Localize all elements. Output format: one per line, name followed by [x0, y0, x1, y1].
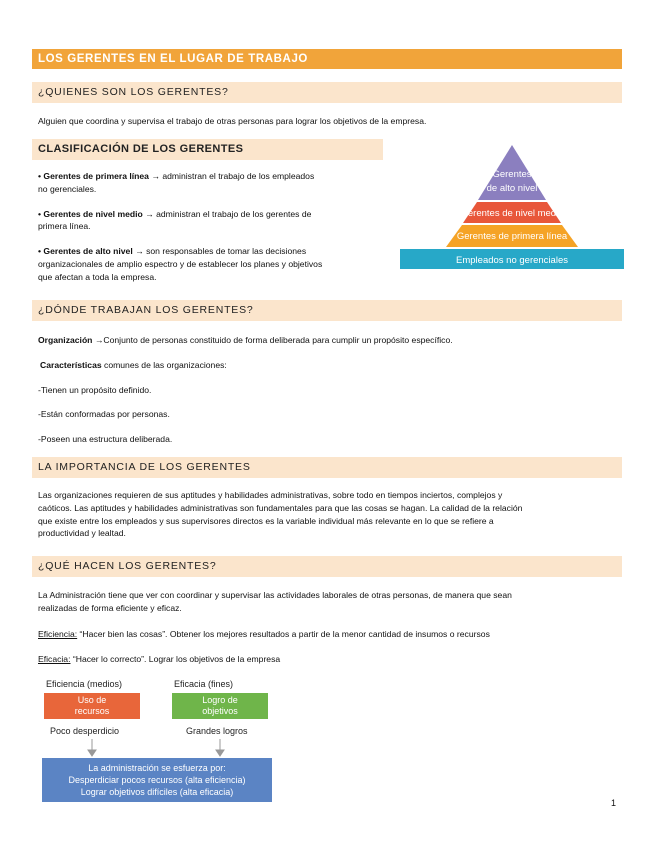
section-heading-text: ¿DÓNDE TRABAJAN LOS GERENTES?: [38, 304, 254, 316]
item-text: administran el trabajo de los gerentes de: [156, 208, 312, 219]
section-heading-text: CLASIFICACIÓN DE LOS GERENTES: [38, 143, 244, 155]
que-hacen-paragraph: [38, 589, 628, 615]
caracteristica-item: -Están conformadas por personas.: [38, 409, 170, 419]
item-text: que afectan a toda la empresa.: [38, 271, 157, 282]
definition-text: “Hacer lo correcto”. Lograr los objetivos de la empresa: [70, 654, 281, 664]
arrow-icon: →: [151, 171, 160, 181]
bullet: •: [38, 171, 42, 181]
figure-col1-sub: Poco desperdicio: [50, 726, 120, 736]
box-label: objetivos: [202, 706, 238, 716]
main-title-bar: [32, 49, 622, 69]
pyramid-mid-label: Gerentes de nivel medio: [460, 208, 564, 219]
figure-bottom-box: [42, 758, 272, 802]
figure-arrows: [38, 738, 276, 758]
item-text: no gerenciales.: [38, 183, 97, 194]
paragraph-line: productividad y lealtad.: [38, 528, 126, 539]
section-heading-donde: [32, 300, 622, 321]
box-label: Logro de: [202, 695, 238, 705]
caracteristica-item: -Poseen una estructura deliberada.: [38, 434, 173, 444]
figure-col2-sub: Grandes logros: [186, 726, 248, 736]
section-heading-que-hacen: [32, 556, 622, 577]
paragraph-line: Las organizaciones requieren de sus aptitudes y habilidades administrativas, sobre todo en tiempos inciertos, complejos y: [38, 490, 503, 500]
arrow-icon: →: [94, 335, 104, 345]
definition-text: “Hacer bien las cosas”. Obtener los mejores resultados a partir de la menor cantidad de insumos o recursos: [77, 629, 490, 639]
arrow-icon: →: [145, 208, 154, 219]
pyramid-top-label-1: Gerentes: [492, 169, 532, 180]
classification-item: [38, 208, 383, 234]
importancia-paragraph: [38, 489, 628, 540]
item-text: son responsables de tomar las decisiones: [146, 246, 307, 257]
item-text: administran el trabajo de los empleados: [162, 171, 315, 181]
item-text: organizacionales de amplio espectro y de establecer los planes y objetivos: [38, 258, 323, 269]
section-heading-quienes: [32, 82, 622, 103]
figure-box-objectives: [172, 693, 268, 719]
term: Características: [40, 360, 102, 370]
bullet: •: [38, 208, 42, 219]
caracteristica-item: -Tienen un propósito definido.: [38, 385, 152, 395]
bullet: •: [38, 246, 42, 257]
paragraph-line: que existe entre los empleados y sus supervisores directos es la variable individual más relevante en lo que se refiere a: [38, 515, 494, 526]
classification-item: [38, 170, 383, 196]
classification-item: [38, 245, 383, 283]
bottom-label: Lograr objetivos difíciles (alta eficacia): [80, 787, 234, 797]
bottom-label: Desperdiciar pocos recursos (alta eficiencia): [68, 775, 246, 785]
paragraph-line: La Administración tiene que ver con coordinar y supervisar las actividades laborales de otras personas, de manera que sean: [38, 590, 512, 600]
item-term: Gerentes de nivel medio: [43, 208, 143, 219]
pyramid-base-label: Empleados no gerenciales: [456, 255, 568, 266]
item-text: primera línea.: [38, 221, 91, 232]
eficiencia-definition: [38, 628, 490, 641]
box-label: Uso de: [77, 695, 107, 705]
term: Eficacia:: [38, 654, 71, 664]
page-number: 1: [611, 798, 617, 808]
manager-pyramid: [398, 143, 626, 273]
pyramid-low-label: Gerentes de primera línea: [456, 231, 568, 242]
item-term: Gerentes de primera línea: [43, 171, 149, 181]
figure-col1-title: Eficiencia (medios): [46, 679, 123, 689]
intro-text: comunes de las organizaciones:: [101, 360, 227, 370]
pyramid-top-label-2: de alto nivel: [486, 183, 538, 194]
eficacia-definition: [38, 653, 280, 666]
paragraph-line: realizadas de forma eficiente y eficaz.: [38, 602, 182, 613]
term: Organización: [38, 335, 93, 345]
organizacion-definition: [38, 334, 453, 347]
efficiency-effectiveness-figure: [38, 676, 276, 804]
figure-col2-title: Eficacia (fines): [174, 679, 234, 689]
section-heading-text: ¿QUÉ HACEN LOS GERENTES?: [38, 560, 217, 572]
sec1-text: Alguien que coordina y supervisa el trabajo de otras personas para lograr los objetivos de la empresa.: [38, 116, 427, 126]
caracteristicas-intro: [40, 359, 227, 372]
item-term: Gerentes de alto nivel: [43, 246, 133, 257]
term: Eficiencia:: [38, 629, 78, 639]
down-arrow-icon: [216, 739, 224, 756]
definition-text: Conjunto de personas constituido de forma deliberada para cumplir un propósito específico.: [103, 335, 453, 345]
section-heading-text: LA IMPORTANCIA DE LOS GERENTES: [38, 461, 251, 473]
section-heading-importancia: [32, 457, 622, 478]
bottom-label: La administración se esfuerza por:: [88, 763, 226, 773]
section-heading-text: ¿QUIENES SON LOS GERENTES?: [38, 86, 229, 98]
down-arrow-icon: [88, 739, 96, 756]
paragraph-line: caóticos. Las aptitudes y habilidades administrativas son fundamentales para que las cosas se hagan. La calidad de la relación: [38, 502, 523, 513]
figure-box-resources: [44, 693, 140, 719]
classification-list: [38, 170, 383, 284]
arrow-icon: →: [135, 246, 144, 257]
section-heading-clasificacion: [32, 139, 383, 160]
main-title: LOS GERENTES EN EL LUGAR DE TRABAJO: [38, 53, 308, 65]
box-label: recursos: [74, 706, 110, 716]
